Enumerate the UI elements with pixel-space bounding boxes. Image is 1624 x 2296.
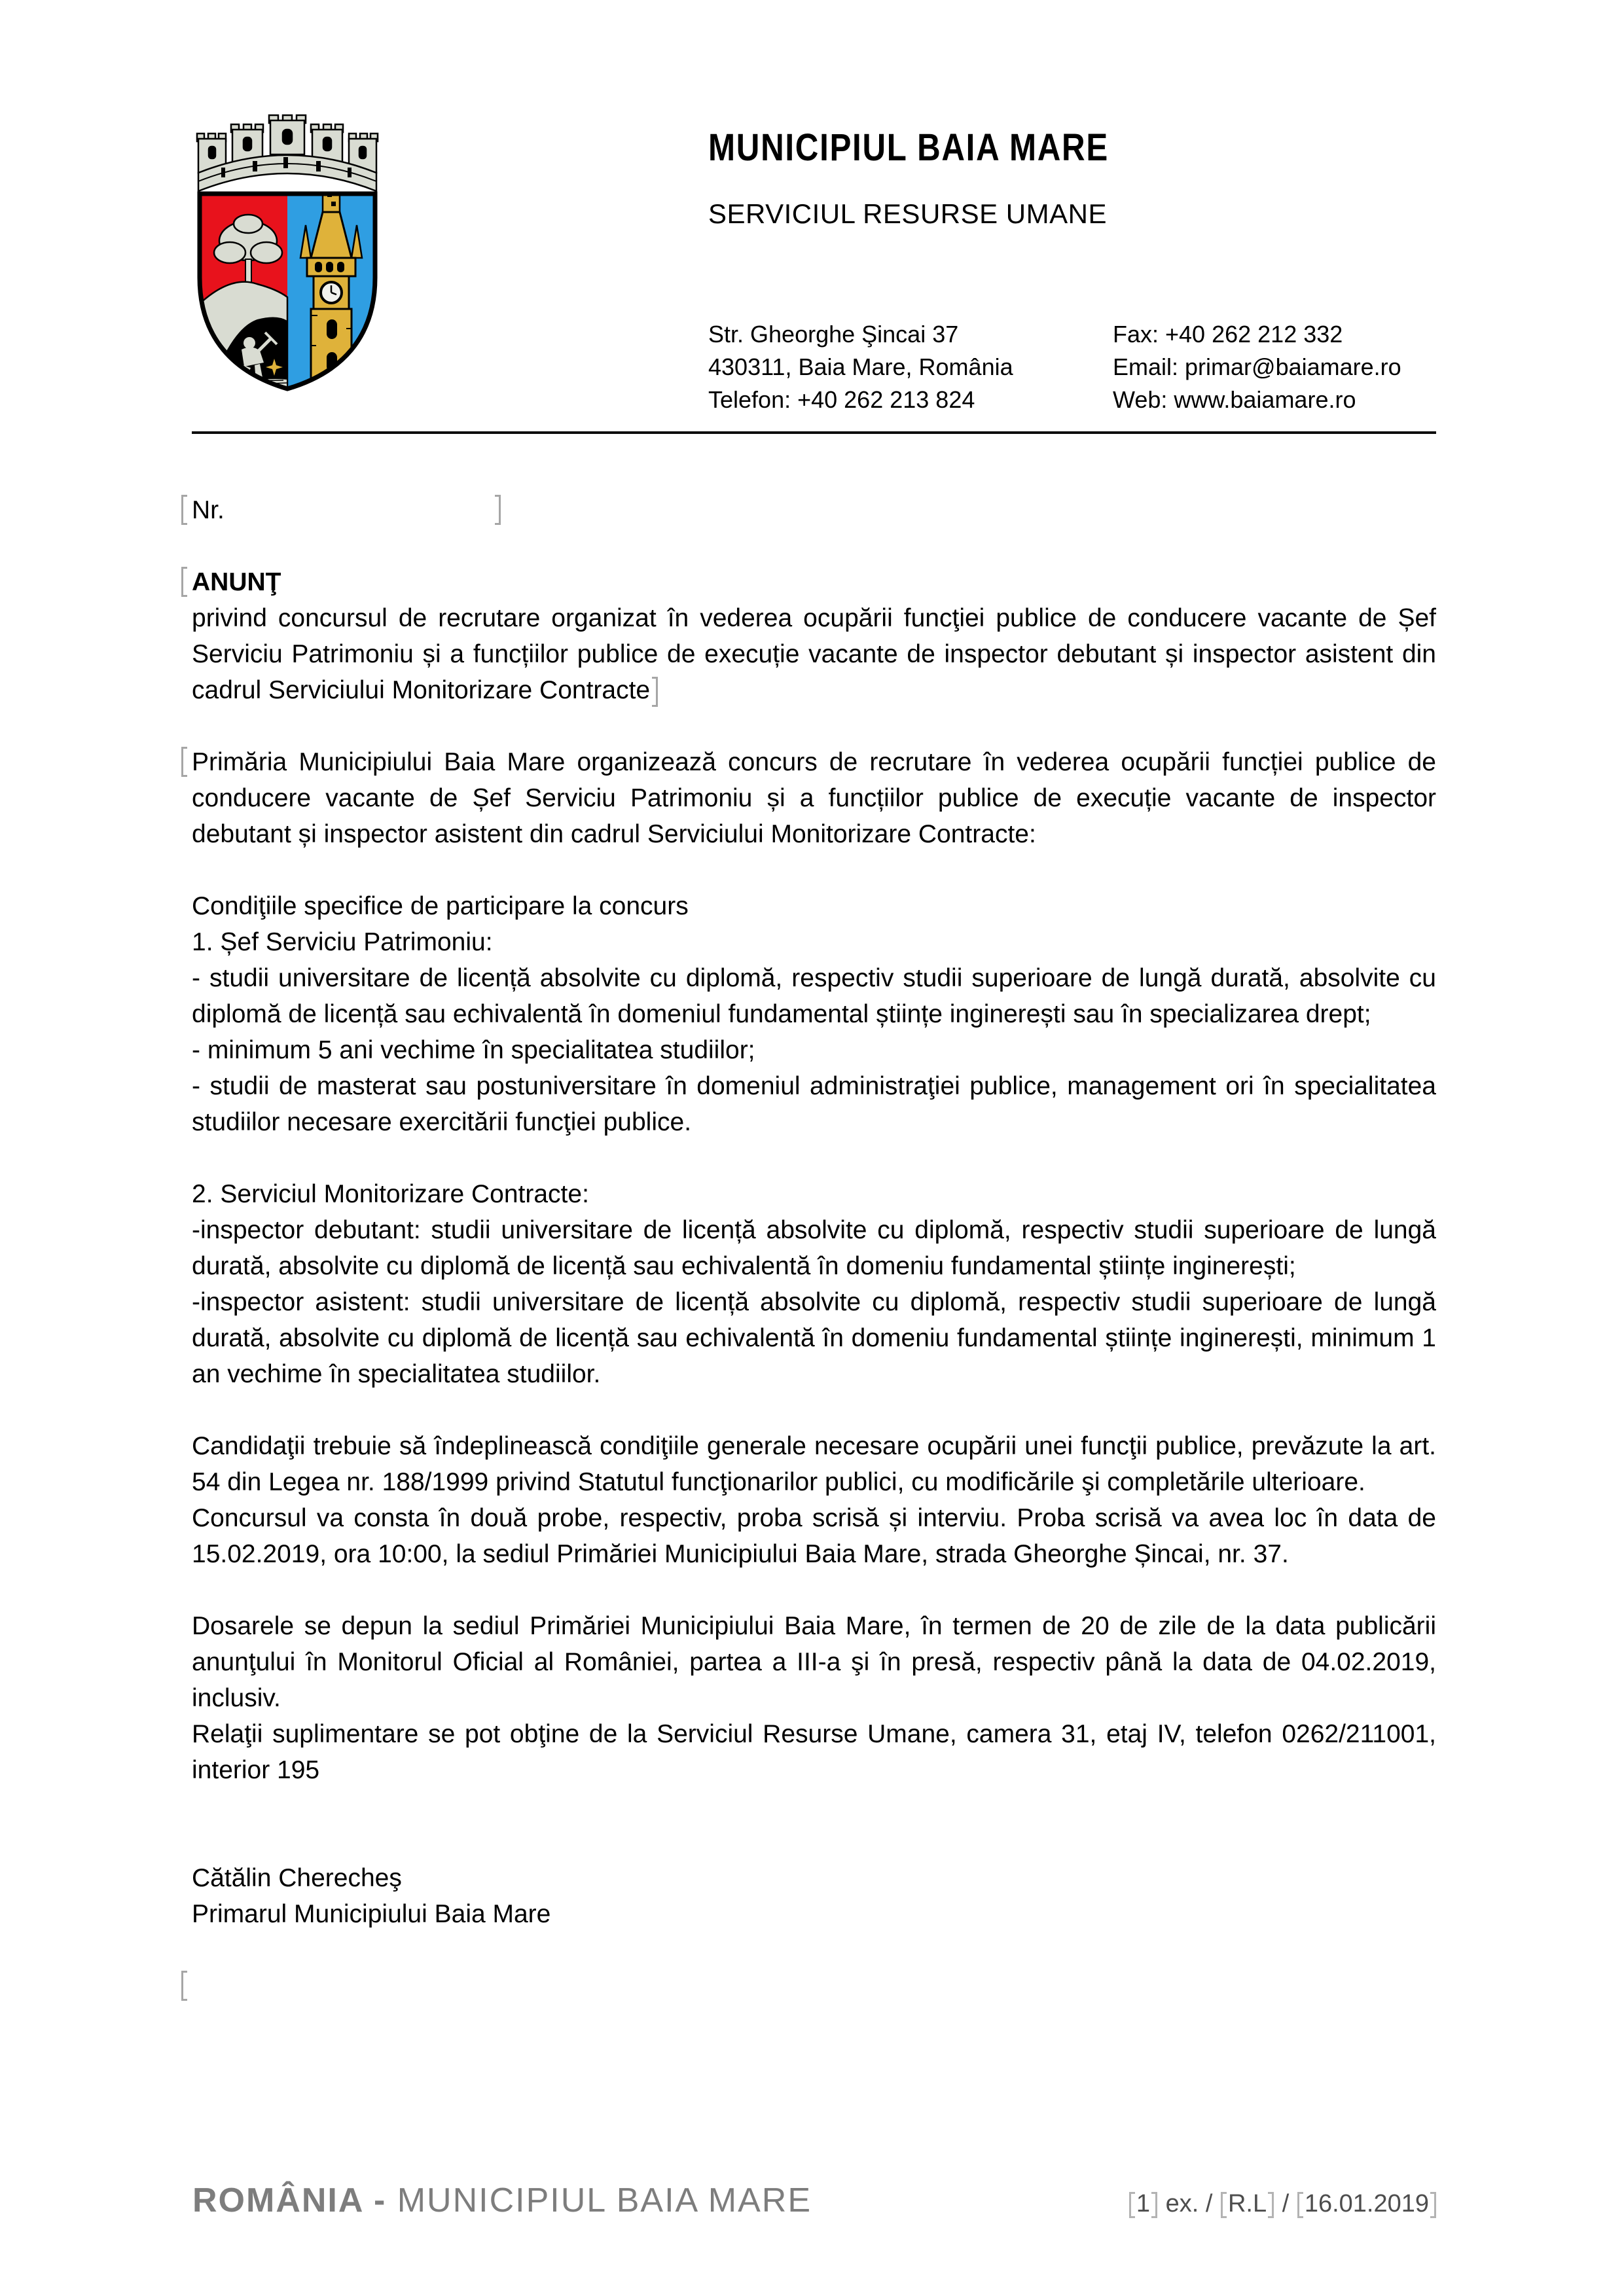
baia-mare-coat-of-arms-icon: [192, 113, 383, 394]
paragraph-submission: Dosarele se depun la sediul Primăriei Municipiului Baia Mare, în termen de 20 de zile de la data publicării anunţului în Monitorul Oficial al României, partea a III-a şi în presă, respectiv până la data de 04.02.2019, inclusiv.: [192, 1612, 1436, 1712]
paragraph-subject: privind concursul de recrutare organizat în vederea ocupării funcţiei publice de conducere vacante de Șef Serviciu Patrimoniu și a funcțiilor publice de execuție vacante de inspector debutant și inspector asistent din cadrul Serviciului Monitorizare Contracte: [192, 600, 1436, 708]
mural-crown: [197, 115, 378, 191]
condition-item: -inspector asistent: studii universitare de licență absolvite cu diplomă, respectiv studii superioare de lungă durată, absolvite cu diplomă de licență sau echivalentă în domeniu fundamental științe inginerești, minimum 1 an vechime în specialitatea studiilor.: [192, 1288, 1436, 1388]
bookmark-marker: [1129, 2192, 1135, 2218]
paragraph-intro: Primăria Municipiului Baia Mare organizează concurs de recrutare în vederea ocupării funcției publice de conducere vacante de Șef Serviciu Patrimoniu și a funcțiilor publice de execuție vacante de inspector debutant și inspector asistent din cadrul Serviciului Monitorizare Contracte:: [192, 744, 1436, 852]
organization-title: MUNICIPIUL BAIA MARE: [708, 126, 1109, 169]
bookmark-marker: [1297, 2192, 1303, 2218]
document-heading: ANUNŢ: [192, 564, 1436, 600]
footer-org: MUNICIPIUL BAIA MARE: [397, 2181, 812, 2219]
footer-copies-label: ex. /: [1165, 2190, 1213, 2217]
letter-body: [192, 492, 1436, 2004]
condition-item: - studii de masterat sau postuniversitare în domeniul administraţiei publice, management ori în specialitatea studiilor necesare exercitării funcţiei publice.: [192, 1072, 1436, 1136]
nr-label: Nr.: [192, 496, 225, 524]
bookmark-marker: [495, 495, 501, 525]
bookmark-marker: [1151, 2192, 1157, 2218]
contact-fax: Fax: +40 262 212 332: [1113, 321, 1343, 348]
condition-item: - minimum 5 ani vechime în specialitatea studiilor;: [192, 1036, 755, 1064]
footer-meta: [1128, 2190, 1437, 2218]
paragraph-exam-schedule: Concursul va consta în două probe, respectiv, proba scrisă și interviu. Proba scrisă va avea loc în data de 15.02.2019, ora 10:00, la sediul Primăriei Municipiului Baia Mare, strada Gheorghe Șincai, nr. 37.: [192, 1504, 1436, 1568]
paragraph-general-conditions: Candidaţii trebuie să îndeplinească condiţiile generale necesare ocupării unei funcţii publice, prevăzute la art. 54 din Legea nr. 188/1999 privind Statutul funcţionarilor publici, cu modificările şi completările ulterioare.: [192, 1432, 1436, 1496]
contact-web: Web: www.baiamare.ro: [1113, 386, 1356, 413]
footer-copies: 1: [1136, 2190, 1151, 2217]
address-phone: Telefon: +40 262 213 824: [708, 386, 975, 413]
footer-initials: R.L: [1227, 2190, 1267, 2217]
signature-title: Primarul Municipiului Baia Mare: [192, 1900, 551, 1928]
bookmark-marker: [181, 567, 187, 597]
bookmark-marker: [1430, 2192, 1436, 2218]
page-footer: [192, 2181, 1437, 2220]
position-1-heading: 1. Șef Serviciu Patrimoniu:: [192, 928, 493, 956]
bookmark-marker: [181, 747, 187, 777]
contact-address-block: [708, 318, 1013, 416]
contact-comm-block: [1113, 318, 1401, 416]
condition-item: - studii universitare de licență absolvite cu diplomă, respectiv studii superioare de lungă durată, absolvite cu diplomă de licență sau echivalentă în domeniul fundamental științe inginerești sau în specializarea drept;: [192, 964, 1436, 1028]
bookmark-marker: [1221, 2192, 1227, 2218]
trailing-bookmark-line: [192, 1968, 1436, 2004]
paragraph-contact-info: Relaţii suplimentare se pot obţine de la Serviciul Resurse Umane, camera 31, etaj IV, telefon 0262/211001, interior 195: [192, 1720, 1436, 1784]
address-street: Str. Gheorghe Şincai 37: [708, 321, 959, 348]
signature-name: Cătălin Cherecheş: [192, 1864, 402, 1892]
footer-separator: /: [1282, 2190, 1290, 2217]
department-subtitle: SERVICIUL RESURSE UMANE: [708, 198, 1107, 229]
condition-item: -inspector debutant: studii universitare de licență absolvite cu diplomă, respectiv studii superioare de lungă durată, absolvite cu diplomă de licență sau echivalentă în domeniu fundamental științe inginerești;: [192, 1216, 1436, 1280]
bookmark-marker: [652, 677, 658, 707]
position-2-heading: 2. Serviciul Monitorizare Contracte:: [192, 1180, 589, 1208]
footer-branding: [192, 2181, 812, 2220]
header-divider: [192, 431, 1436, 434]
contact-email: Email: primar@baiamare.ro: [1113, 353, 1401, 380]
conditions-heading: Condiţiile specifice de participare la concurs: [192, 892, 689, 920]
bookmark-marker: [1268, 2192, 1274, 2218]
address-city: 430311, Baia Mare, România: [708, 353, 1013, 380]
bookmark-marker: [181, 495, 187, 525]
bookmark-marker: [181, 1971, 187, 2001]
footer-country: ROMÂNIA -: [192, 2181, 387, 2219]
shield-field: [200, 171, 375, 390]
nr-line: [192, 492, 1436, 528]
footer-date: 16.01.2019: [1304, 2190, 1429, 2217]
